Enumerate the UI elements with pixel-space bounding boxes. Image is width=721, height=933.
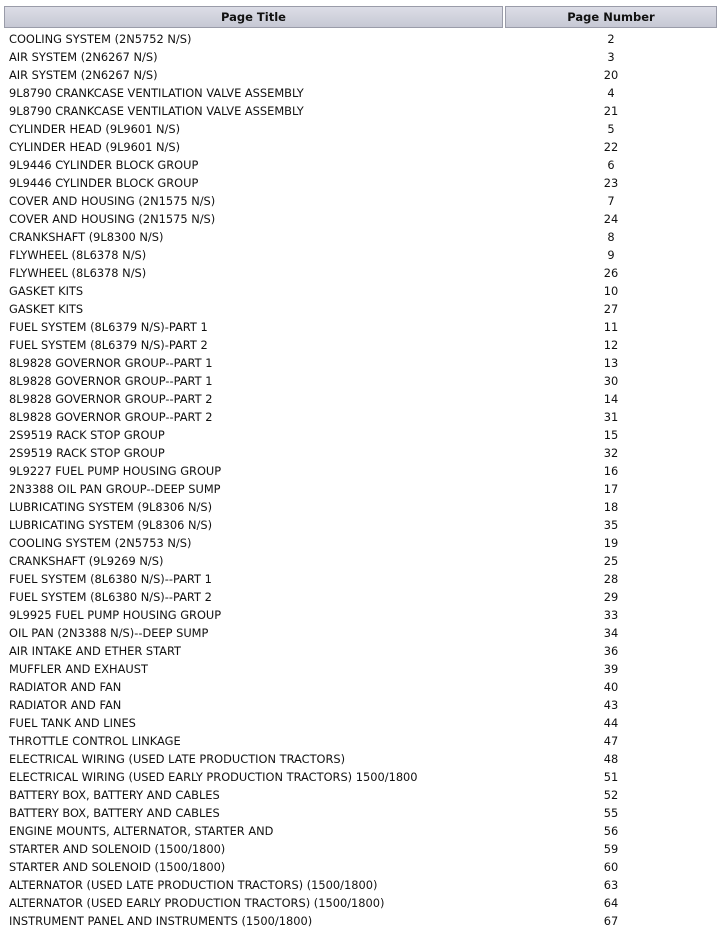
page-title-cell: FUEL SYSTEM (8L6379 N/S)-PART 1: [9, 320, 208, 334]
table-row[interactable]: [4, 858, 717, 876]
page-number-cell: 52: [603, 788, 619, 802]
table-row[interactable]: [4, 318, 717, 336]
page-number-cell: 4: [607, 86, 615, 100]
page-number-cell: 14: [603, 392, 619, 406]
page-number-cell: 6: [607, 158, 615, 172]
table-row[interactable]: [4, 28, 717, 48]
page-number-cell: 3: [607, 50, 615, 64]
page-title-cell: COOLING SYSTEM (2N5752 N/S): [9, 32, 192, 46]
page-title-cell: LUBRICATING SYSTEM (9L8306 N/S): [9, 500, 213, 514]
page-number-cell: 19: [603, 536, 619, 550]
table-row[interactable]: [4, 786, 717, 804]
table-row[interactable]: [4, 696, 717, 714]
page-title-cell: COOLING SYSTEM (2N5753 N/S): [9, 536, 192, 550]
page-title-cell: FLYWHEEL (8L6378 N/S): [9, 248, 147, 262]
page-number-cell: 55: [603, 806, 619, 820]
table-row[interactable]: [4, 300, 717, 318]
page-title-cell: CRANKSHAFT (9L9269 N/S): [9, 554, 164, 568]
table-row[interactable]: [4, 372, 717, 390]
page-title-cell: 9L9227 FUEL PUMP HOUSING GROUP: [9, 464, 222, 478]
table-row[interactable]: [4, 732, 717, 750]
page-number-cell: 28: [603, 572, 619, 586]
page-title-cell: 8L9828 GOVERNOR GROUP--PART 1: [9, 374, 213, 388]
page-title-cell: CRANKSHAFT (9L8300 N/S): [9, 230, 164, 244]
page-title-cell: 9L9446 CYLINDER BLOCK GROUP: [9, 176, 199, 190]
table-row[interactable]: [4, 912, 717, 930]
page-number-cell: 56: [603, 824, 619, 838]
page-number-cell: 64: [603, 896, 619, 910]
page-number-cell: 29: [603, 590, 619, 604]
page-number-cell: 8: [607, 230, 615, 244]
page-title-cell: AIR SYSTEM (2N6267 N/S): [9, 68, 158, 82]
page-title-cell: INSTRUMENT PANEL AND INSTRUMENTS (1500/1800): [9, 914, 313, 928]
table-row[interactable]: [4, 642, 717, 660]
page-number-cell: 12: [603, 338, 619, 352]
page-number-cell: 16: [603, 464, 619, 478]
table-row[interactable]: [4, 282, 717, 300]
table-row[interactable]: [4, 588, 717, 606]
table-row[interactable]: [4, 84, 717, 102]
page-title-cell: 8L9828 GOVERNOR GROUP--PART 2: [9, 392, 213, 406]
table-row[interactable]: [4, 876, 717, 894]
page-number-cell: 31: [603, 410, 619, 424]
page-number-cell: 34: [603, 626, 619, 640]
page-title-cell: 2S9519 RACK STOP GROUP: [9, 446, 165, 460]
page-title-cell: ELECTRICAL WIRING (USED LATE PRODUCTION TRACTORS): [9, 752, 346, 766]
column-header-page-number[interactable]: Page Number: [505, 6, 717, 28]
page-number-cell: 60: [603, 860, 619, 874]
table-row[interactable]: [4, 552, 717, 570]
page-title-cell: 8L9828 GOVERNOR GROUP--PART 2: [9, 410, 213, 424]
page-number-cell: 47: [603, 734, 619, 748]
page-number-cell: 51: [603, 770, 619, 784]
page-number-cell: 40: [603, 680, 619, 694]
table-row[interactable]: [4, 480, 717, 498]
page-number-cell: 36: [603, 644, 619, 658]
table-header: [4, 6, 717, 28]
page-number-cell: 11: [603, 320, 619, 334]
page-number-cell: 32: [603, 446, 619, 460]
page-title-cell: CYLINDER HEAD (9L9601 N/S): [9, 122, 181, 136]
page-title-cell: ALTERNATOR (USED LATE PRODUCTION TRACTORS) (1500/1800): [9, 878, 378, 892]
page-number-cell: 15: [603, 428, 619, 442]
table-row[interactable]: [4, 678, 717, 696]
table-row[interactable]: [4, 840, 717, 858]
page-title-cell: STARTER AND SOLENOID (1500/1800): [9, 842, 226, 856]
page-title-cell: LUBRICATING SYSTEM (9L8306 N/S): [9, 518, 213, 532]
table-row[interactable]: [4, 768, 717, 786]
page-title-cell: 9L9925 FUEL PUMP HOUSING GROUP: [9, 608, 222, 622]
table-row[interactable]: [4, 894, 717, 912]
page-number-cell: 35: [603, 518, 619, 532]
page-title-cell: FUEL TANK AND LINES: [9, 716, 136, 730]
table-row[interactable]: [4, 498, 717, 516]
page-number-cell: 7: [607, 194, 615, 208]
header-row: [4, 6, 717, 28]
table-row[interactable]: [4, 750, 717, 768]
table-row[interactable]: [4, 804, 717, 822]
page-number-cell: 39: [603, 662, 619, 676]
page-number-cell: 17: [603, 482, 619, 496]
table-row[interactable]: [4, 660, 717, 678]
page-number-cell: 43: [603, 698, 619, 712]
page-title-cell: COVER AND HOUSING (2N1575 N/S): [9, 194, 216, 208]
table-row[interactable]: [4, 444, 717, 462]
page-number-cell: 30: [603, 374, 619, 388]
page-title-cell: GASKET KITS: [9, 302, 84, 316]
table-row[interactable]: [4, 264, 717, 282]
table-row[interactable]: [4, 408, 717, 426]
table-row[interactable]: [4, 192, 717, 210]
table-row[interactable]: [4, 624, 717, 642]
page-title-cell: FLYWHEEL (8L6378 N/S): [9, 266, 147, 280]
page-number-cell: 21: [603, 104, 619, 118]
page-title-cell: 9L8790 CRANKCASE VENTILATION VALVE ASSEMBLY: [9, 104, 304, 118]
table-row[interactable]: [4, 606, 717, 624]
page-title-cell: CYLINDER HEAD (9L9601 N/S): [9, 140, 181, 154]
page-number-cell: 67: [603, 914, 619, 928]
page-title-cell: AIR INTAKE AND ETHER START: [9, 644, 182, 658]
table-row[interactable]: [4, 66, 717, 84]
page-number-cell: 27: [603, 302, 619, 316]
page-number-cell: 48: [603, 752, 619, 766]
page-number-cell: 26: [603, 266, 619, 280]
page-title-cell: ALTERNATOR (USED EARLY PRODUCTION TRACTORS) (1500/1800): [9, 896, 385, 910]
page-number-cell: 5: [607, 122, 615, 136]
page-number-cell: 59: [603, 842, 619, 856]
page-title-cell: MUFFLER AND EXHAUST: [9, 662, 148, 676]
page-number-cell: 10: [603, 284, 619, 298]
table-row[interactable]: [4, 462, 717, 480]
page-title-cell: FUEL SYSTEM (8L6380 N/S)--PART 2: [9, 590, 212, 604]
page-title-cell: STARTER AND SOLENOID (1500/1800): [9, 860, 226, 874]
table-row[interactable]: [4, 822, 717, 840]
page-title-cell: 2S9519 RACK STOP GROUP: [9, 428, 165, 442]
page-title-cell: COVER AND HOUSING (2N1575 N/S): [9, 212, 216, 226]
page-title-cell: ENGINE MOUNTS, ALTERNATOR, STARTER AND: [9, 824, 274, 838]
page-title-cell: BATTERY BOX, BATTERY AND CABLES: [9, 788, 220, 802]
table-row[interactable]: [4, 48, 717, 66]
page-number-cell: 24: [603, 212, 619, 226]
page-number-cell: 23: [603, 176, 619, 190]
table-row[interactable]: [4, 210, 717, 228]
toc-table: [2, 6, 719, 930]
table-row[interactable]: [4, 156, 717, 174]
table-row[interactable]: [4, 390, 717, 408]
page-title-cell: 9L8790 CRANKCASE VENTILATION VALVE ASSEMBLY: [9, 86, 304, 100]
page-number-cell: 22: [603, 140, 619, 154]
toc-table-wrapper: [2, 6, 719, 930]
page-title-cell: RADIATOR AND FAN: [9, 698, 122, 712]
page-number-cell: 2: [607, 32, 615, 46]
page-number-cell: 20: [603, 68, 619, 82]
page-title-cell: RADIATOR AND FAN: [9, 680, 122, 694]
table-body: [4, 28, 717, 930]
page-number-cell: 13: [603, 356, 619, 370]
page-title-cell: 9L9446 CYLINDER BLOCK GROUP: [9, 158, 199, 172]
page-title-cell: THROTTLE CONTROL LINKAGE: [9, 734, 181, 748]
table-row[interactable]: [4, 570, 717, 588]
page-number-cell: 18: [603, 500, 619, 514]
table-row[interactable]: [4, 174, 717, 192]
page-number-cell: 9: [607, 248, 615, 262]
table-row[interactable]: [4, 228, 717, 246]
table-row[interactable]: [4, 102, 717, 120]
table-row[interactable]: [4, 336, 717, 354]
table-row[interactable]: [4, 516, 717, 534]
page-number-cell: 63: [603, 878, 619, 892]
table-row[interactable]: [4, 714, 717, 732]
table-row[interactable]: [4, 120, 717, 138]
page-number-cell: 25: [603, 554, 619, 568]
table-row[interactable]: [4, 426, 717, 444]
page-number-cell: 33: [603, 608, 619, 622]
page-title-cell: AIR SYSTEM (2N6267 N/S): [9, 50, 158, 64]
page-title-cell: GASKET KITS: [9, 284, 84, 298]
page-title-cell: 8L9828 GOVERNOR GROUP--PART 1: [9, 356, 213, 370]
table-row[interactable]: [4, 354, 717, 372]
page-title-cell: 2N3388 OIL PAN GROUP--DEEP SUMP: [9, 482, 221, 496]
page-title-cell: OIL PAN (2N3388 N/S)--DEEP SUMP: [9, 626, 209, 640]
page-title-cell: FUEL SYSTEM (8L6379 N/S)-PART 2: [9, 338, 208, 352]
page-number-cell: 44: [603, 716, 619, 730]
table-row[interactable]: [4, 138, 717, 156]
table-row[interactable]: [4, 246, 717, 264]
table-row[interactable]: [4, 534, 717, 552]
page-title-cell: BATTERY BOX, BATTERY AND CABLES: [9, 806, 220, 820]
page-title-cell: ELECTRICAL WIRING (USED EARLY PRODUCTION TRACTORS) 1500/1800: [9, 770, 418, 784]
page-title-cell: FUEL SYSTEM (8L6380 N/S)--PART 1: [9, 572, 212, 586]
column-header-page-title[interactable]: Page Title: [4, 6, 503, 28]
